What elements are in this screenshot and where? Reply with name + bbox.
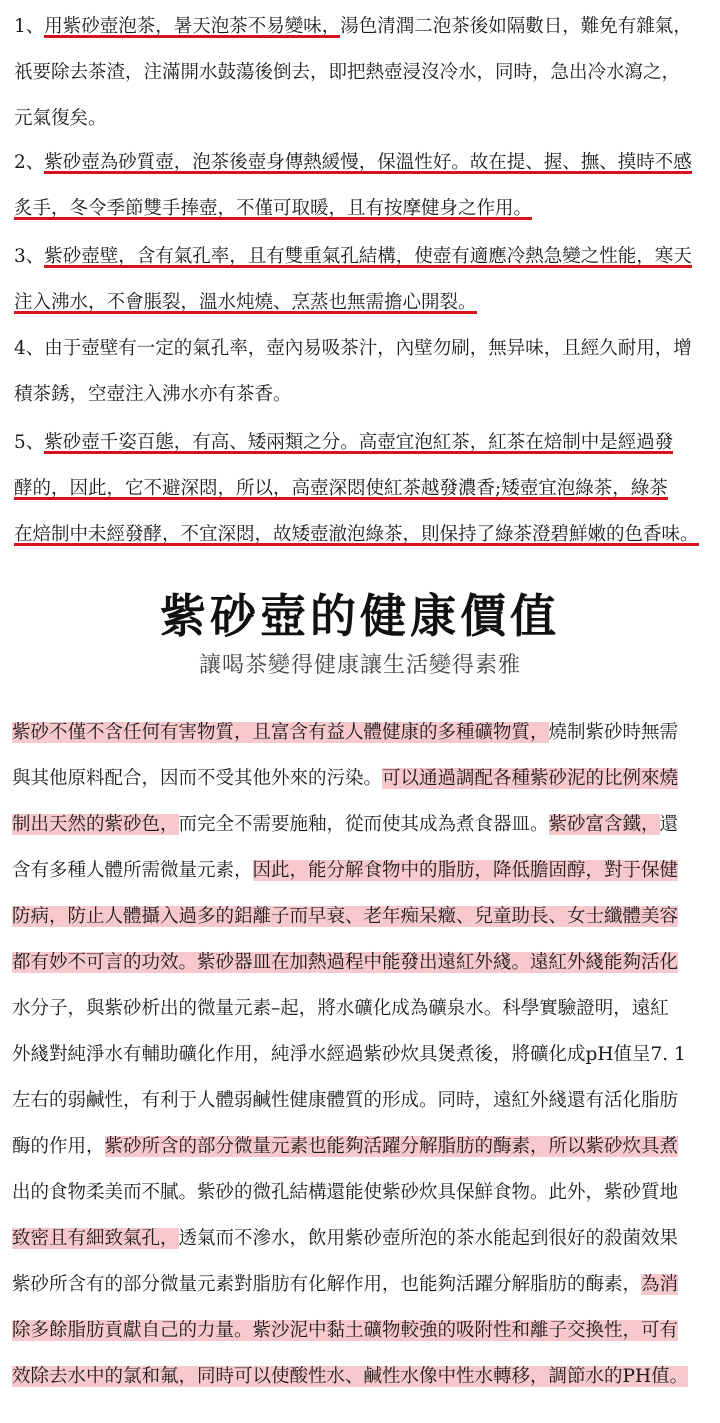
highlighted-text: 都有妙不可言的功效。紫砂器皿在加熱過程中能發出遠紅外綫。遠紅外綫能夠活化 (12, 952, 679, 973)
text-line (0, 234, 720, 280)
text-line (0, 1078, 720, 1124)
text-line (0, 940, 720, 986)
text-line (0, 756, 720, 802)
text-line (0, 986, 720, 1032)
highlighted-text: 可以通過調配各種紫砂泥的比例來燒 (382, 768, 679, 789)
text-line (0, 1354, 720, 1400)
underlined-text: 用紫砂壺泡茶，暑天泡茶不易變味， (44, 16, 341, 37)
section-subtitle: 讓喝茶變得健康讓生活變得素雅 (198, 653, 521, 678)
text-run: 3、 (14, 246, 45, 267)
text-line (0, 1170, 720, 1216)
text-line (0, 466, 720, 512)
underlined-text: 在焙制中未經發酵，不宜深悶，故矮壺澈泡綠茶，則保持了綠茶澄碧鮮嫩的色香味。 (14, 524, 699, 545)
text-line (0, 1262, 720, 1308)
text-line (0, 4, 720, 50)
text-line (0, 1124, 720, 1170)
text-line (0, 280, 720, 326)
text-run: 而完全不需要施釉，從而使其成為煮食器皿。 (178, 814, 549, 835)
text-run: 祇要除去茶渣，注滿開水鼓蕩後倒去，即把熱壺浸沒冷水，同時，急出冷水瀉之， (14, 62, 681, 83)
highlighted-text: 紫砂不僅不含任何有害物質，且富含有益人體健康的多種礦物質， (12, 722, 549, 743)
text-run: 燒制紫砂時無需 (548, 722, 679, 743)
text-line (0, 1032, 720, 1078)
highlighted-text: 效除去水中的氯和氟，同時可以使酸性水、鹹性水像中性水轉移，調節水的PH值。 (12, 1366, 689, 1387)
underlined-text: 紫砂壺壁，含有氣孔率，且有雙重氣孔結構，使壺有適應冷熱急變之性能，寒天 (44, 246, 692, 267)
text-line (0, 1216, 720, 1262)
highlighted-text: 除多餘脂肪貢獻自己的力量。紫沙泥中黏土礦物較強的吸附性和離子交換性，可有 (12, 1320, 679, 1341)
text-line (0, 186, 720, 232)
text-line (0, 372, 720, 418)
text-run: 紫砂所含有的部分微量元素對脂肪有化解作用，也能夠活躍分解脂肪的酶素， (12, 1274, 642, 1295)
text-run: 出的食物柔美而不膩。紫砂的微孔結構還能使紫砂炊具保鮮食物。此外，紫砂質地 (12, 1182, 679, 1203)
text-run: 還 (659, 814, 679, 835)
text-run: 2、 (14, 152, 45, 173)
highlighted-text: 紫砂所含的部分微量元素也能夠活躍分解脂肪的酶素，所以紫砂炊具煮 (104, 1136, 679, 1157)
text-line (0, 710, 720, 756)
text-run: 元氣復矣。 (14, 108, 107, 129)
text-run: 左右的弱鹹性，有利于人體弱鹹性健康體質的形成。同時，遠紅外綫還有活化脂肪 (12, 1090, 679, 1111)
text-run: 水分子，與紫砂析出的微量元素–起，將水礦化成為礦泉水。科學實驗證明，遠紅 (12, 998, 669, 1019)
underlined-text: 紫砂壺千姿百態，有高、矮兩類之分。高壺宜泡紅茶，紅茶在焙制中是經過發 (44, 432, 674, 453)
text-line (0, 50, 720, 96)
text-line (0, 802, 720, 848)
text-run: 透氣而不滲水，飲用紫砂壺所泡的茶水能起到很好的殺菌效果 (178, 1228, 679, 1249)
underlined-text: 注入沸水，不會脹裂，溫水炖燒、烹蒸也無需擔心開裂。 (14, 292, 477, 313)
text-run: 酶的作用， (12, 1136, 105, 1157)
text-run: 積茶銹，空壺注入沸水亦有茶香。 (14, 384, 292, 405)
text-run: 4、由于壺壁有一定的氣孔率，壺內易吸茶汁，內壁勿刷，無异味，且經久耐用，增 (14, 338, 692, 359)
text-run: 與其他原料配合，因而不受其他外來的污染。 (12, 768, 383, 789)
text-line (0, 894, 720, 940)
highlighted-text: 紫砂富含鐵， (548, 814, 660, 835)
highlighted-text: 致密且有細致氣孔， (12, 1228, 179, 1249)
underlined-text: 炙手，冬令季節雙手捧壺，不僅可取暖，且有按摩健身之作用。 (14, 198, 533, 219)
text-run: 含有多種人體所需微量元素， (12, 860, 253, 881)
text-line (0, 1308, 720, 1354)
highlighted-text: 因此，能分解食物中的脂肪，降低膽固醇，對于保健 (252, 860, 679, 881)
underlined-text: 酵的，因此，它不避深悶，所以，高壺深悶使紅茶越發濃香;矮壺宜泡綠茶，綠茶 (14, 478, 668, 499)
text-line (0, 140, 720, 186)
text-line (0, 96, 720, 142)
text-run: 5、 (14, 432, 45, 453)
highlighted-text: 為消 (641, 1274, 679, 1295)
text-line (0, 848, 720, 894)
text-run: 1、 (14, 16, 45, 37)
section-title: 紫砂壺的健康價值 (160, 589, 560, 643)
text-line (0, 420, 720, 466)
highlighted-text: 制出天然的紫砂色， (12, 814, 179, 835)
text-run: 湯色清潤二泡茶後如隔數日，難免有雜氣， (340, 16, 692, 37)
text-run: 外綫對純淨水有輔助礦化作用，純淨水經過紫砂炊具煲煮後，將礦化成pH值呈7. 1 (12, 1044, 686, 1065)
highlighted-text: 防病，防止人體攝入過多的鋁離子而早衰、老年痴呆癥、兒童助長、女士纖體美容 (12, 906, 679, 927)
underlined-text: 紫砂壺為砂質壺，泡茶後壺身傳熱緩慢，保溫性好。故在提、握、撫、摸時不感 (44, 152, 692, 173)
text-line (0, 512, 720, 558)
text-line (0, 326, 720, 372)
